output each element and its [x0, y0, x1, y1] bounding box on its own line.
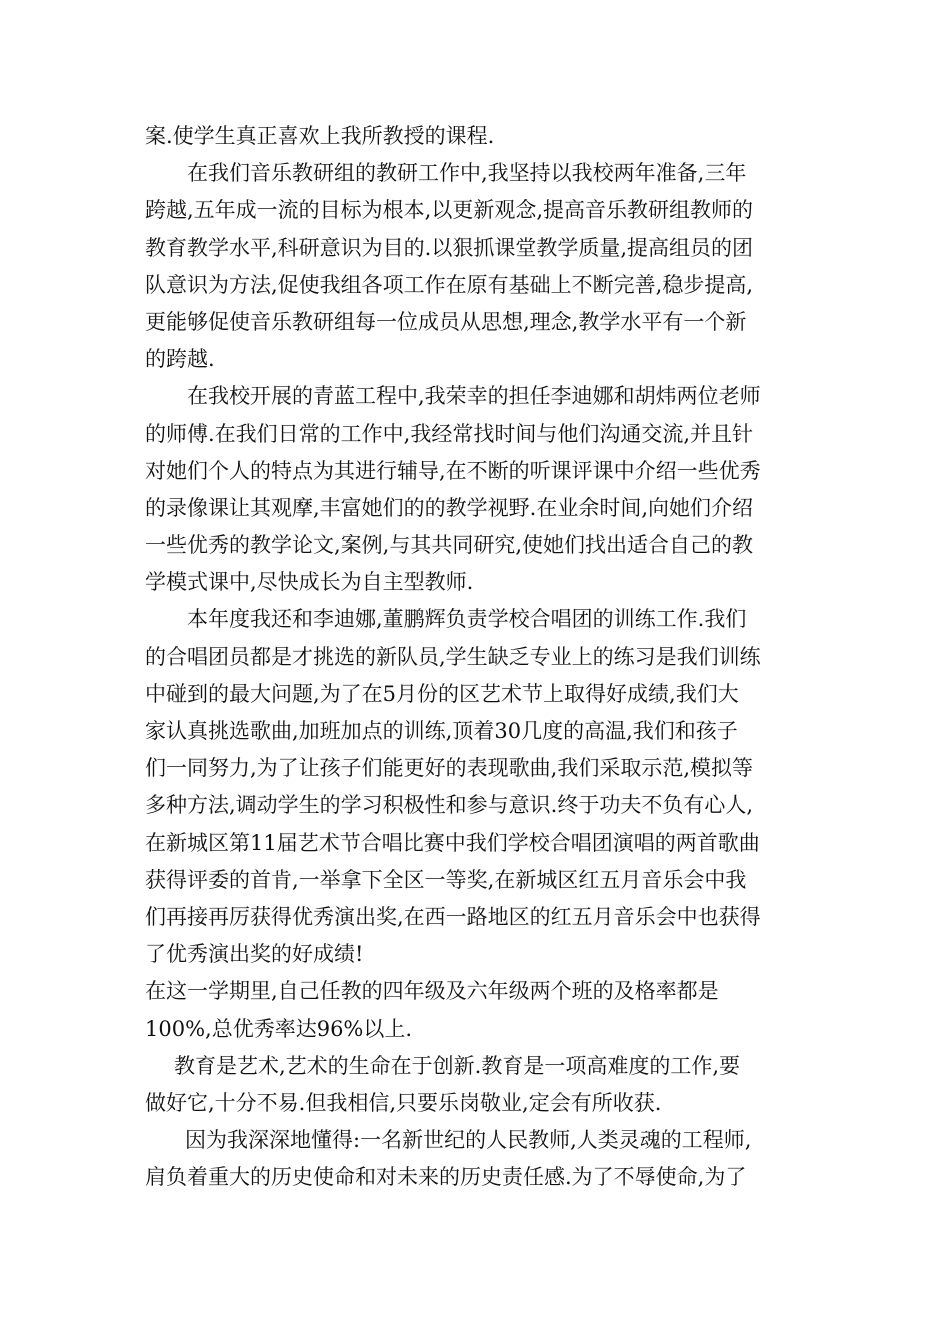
text-line: 在这一学期里,自己任教的四年级及六年级两个班的及格率都是: [145, 979, 719, 1004]
text-line: 们一同努力,为了让孩子们能更好的表现歌曲,我们采取示范,模拟等: [145, 756, 754, 781]
paragraph-4: [145, 601, 805, 973]
text-line: 家认真挑选歌曲,加班加点的训练,顶着30几度的高温,我们和孩子: [145, 719, 738, 743]
text-line: 做好它,十分不易.但我相信,只要乐岗敬业,定会有所收获.: [145, 1090, 662, 1115]
text-line: 肩负着重大的历史使命和对未来的历史责任感.为了不辱使命,为了: [145, 1165, 747, 1190]
text-line: 教育是艺术,艺术的生命在于创新.教育是一项高难度的工作,要: [174, 1053, 741, 1078]
document-page: [145, 118, 805, 1196]
paragraph-1: [145, 118, 805, 155]
text-line: 本年度我还和李迪娜,董鹏辉负责学校合唱团的训练工作.我们: [187, 607, 747, 632]
text-line: 在我校开展的青蓝工程中,我荣幸的担任李迪娜和胡炜两位老师: [187, 384, 761, 409]
text-line: 更能够促使音乐教研组每一位成员从思想,理念,教学水平有一个新: [145, 309, 747, 334]
paragraph-6: [145, 1048, 805, 1122]
text-line: 跨越,五年成一流的目标为根本,以更新观念,提高音乐教研组教师的: [145, 198, 754, 223]
text-line: 中碰到的最大问题,为了在5月份的区艺术节上取得好成绩,我们大: [145, 681, 739, 706]
text-line: 一些优秀的教学论文,案例,与其共同研究,使她们找出适合自己的教: [145, 533, 754, 558]
paragraph-7: [145, 1122, 805, 1196]
text-line: 多种方法,调动学生的学习积极性和参与意识.终于功夫不负有心人,: [145, 793, 754, 818]
paragraph-5: [145, 973, 805, 1047]
text-line: 学模式课中,尽快成长为自主型教师.: [145, 570, 474, 595]
text-line: 了优秀演出奖的好成绩!: [145, 942, 364, 967]
text-line: 案.使学生真正喜欢上我所教授的课程.: [145, 124, 495, 148]
text-line: 100%,总优秀率达96%以上.: [145, 1016, 413, 1041]
text-line: 对她们个人的特点为其进行辅导,在不断的听课评课中介绍一些优秀: [145, 458, 761, 483]
text-line: 的合唱团员都是才挑选的新队员,学生缺乏专业上的练习是我们训练: [145, 644, 761, 669]
text-line: 在新城区第11届艺术节合唱比赛中我们学校合唱团演唱的两首歌曲: [145, 830, 760, 855]
text-line: 的跨越.: [145, 347, 215, 372]
text-line: 教育教学水平,科研意识为目的.以狠抓课堂教学质量,提高组员的团: [145, 235, 754, 260]
text-line: 的师傅.在我们日常的工作中,我经常找时间与他们沟通交流,并且针: [145, 421, 754, 446]
text-line: 因为我深深地懂得:一名新世纪的人民教师,人类灵魂的工程师,: [185, 1128, 752, 1153]
text-line: 们再接再厉获得优秀演出奖,在西一路地区的红五月音乐会中也获得: [145, 904, 761, 929]
text-line: 队意识为方法,促使我组各项工作在原有基础上不断完善,稳步提高,: [145, 272, 754, 297]
paragraph-3: [145, 378, 805, 601]
text-line: 获得评委的首肯,一举拿下全区一等奖,在新城区红五月音乐会中我: [145, 867, 747, 892]
paragraph-2: [145, 155, 805, 378]
text-line: 在我们音乐教研组的教研工作中,我坚持以我校两年准备,三年: [187, 161, 747, 186]
text-line: 的录像课让其观摩,丰富她们的的教学视野.在业余时间,向她们介绍: [145, 495, 754, 520]
